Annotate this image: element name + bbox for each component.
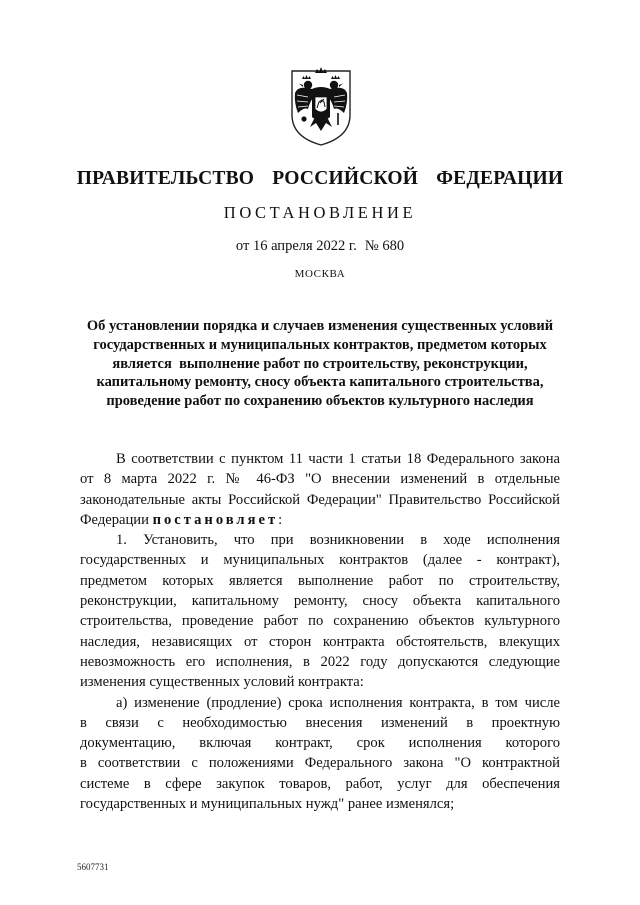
government-title: ПРАВИТЕЛЬСТВО РОССИЙСКОЙ ФЕДЕРАЦИИ bbox=[76, 168, 564, 189]
item1-line: изменения существенных условий контракта: bbox=[80, 674, 364, 691]
subject-line: Об установлении порядка и случаев изменения существенных условий bbox=[86, 318, 554, 334]
item1-line: строительства, проведение работ по сохранению объектов культурного bbox=[80, 613, 560, 630]
document-subject bbox=[60, 317, 580, 411]
preamble-line bbox=[80, 510, 560, 530]
decree-word: постановляет bbox=[152, 511, 279, 528]
document-number: № 680 bbox=[364, 238, 405, 254]
preamble-line: от 8 марта 2022 г. № 46-ФЗ "О внесении изменений в отдельные bbox=[80, 471, 560, 488]
item-a-line: документацию, включая контракт, срок исполнения которого bbox=[80, 735, 560, 752]
item-a-line: системе в сфере закупок товаров, работ, услуг для обеспечения bbox=[80, 775, 560, 792]
subject-line: капитальному ремонту, сносу объекта капитального строительства, bbox=[96, 374, 544, 391]
footer-document-id: 5607731 bbox=[77, 862, 109, 872]
item1-line: реконструкции, капитальному ремонту, сносу объекта капитального bbox=[80, 593, 560, 610]
subject-line: проведение работ по сохранению объектов культурного наследия bbox=[106, 393, 534, 410]
item1-line: государственных и муниципальных контрактов (далее - контракт), bbox=[80, 552, 560, 569]
item-a-line: в соответствии с положениями Федерального закона "О контрактной bbox=[80, 755, 560, 772]
subject-line: государственных и муниципальных контрактов, предметом которых bbox=[93, 336, 547, 353]
subject-line: является выполнение работ по строительству, реконструкции, bbox=[112, 355, 528, 372]
item1-line: 1. Установить, что при возникновении в ходе исполнения bbox=[116, 532, 560, 549]
preamble-suffix: : bbox=[278, 511, 283, 528]
item-a-line: государственных и муниципальных нужд" ранее изменялся; bbox=[80, 796, 455, 813]
document-date-line bbox=[0, 238, 640, 255]
document-type: ПОСТАНОВЛЕНИЕ bbox=[223, 203, 417, 222]
preamble-line: законодательные акты Российской Федерации" Правительство Российской bbox=[80, 491, 560, 508]
document-city: МОСКВА bbox=[294, 268, 346, 280]
item1-line: невозможность его исполнения, в 2022 году допускаются следующие bbox=[80, 653, 560, 670]
preamble-line: В соответствии с пунктом 11 части 1 статьи 18 Федерального закона bbox=[116, 451, 560, 467]
russian-coat-of-arms-icon bbox=[288, 63, 354, 147]
preamble-prefix: Федерации bbox=[80, 511, 149, 528]
item1-line: предметом которых является выполнение работ по строительству, bbox=[80, 572, 560, 589]
item1-line: наследия, независящих от сторон контракта обстоятельств, влекущих bbox=[80, 633, 560, 650]
item-a-line: в связи с необходимостью внесения изменений в проектную bbox=[80, 714, 560, 731]
item-a-line: а) изменение (продление) срока исполнения контракта, в том числе bbox=[116, 694, 560, 711]
document-body bbox=[80, 449, 560, 814]
document-date: от 16 апреля 2022 г. bbox=[235, 238, 357, 254]
